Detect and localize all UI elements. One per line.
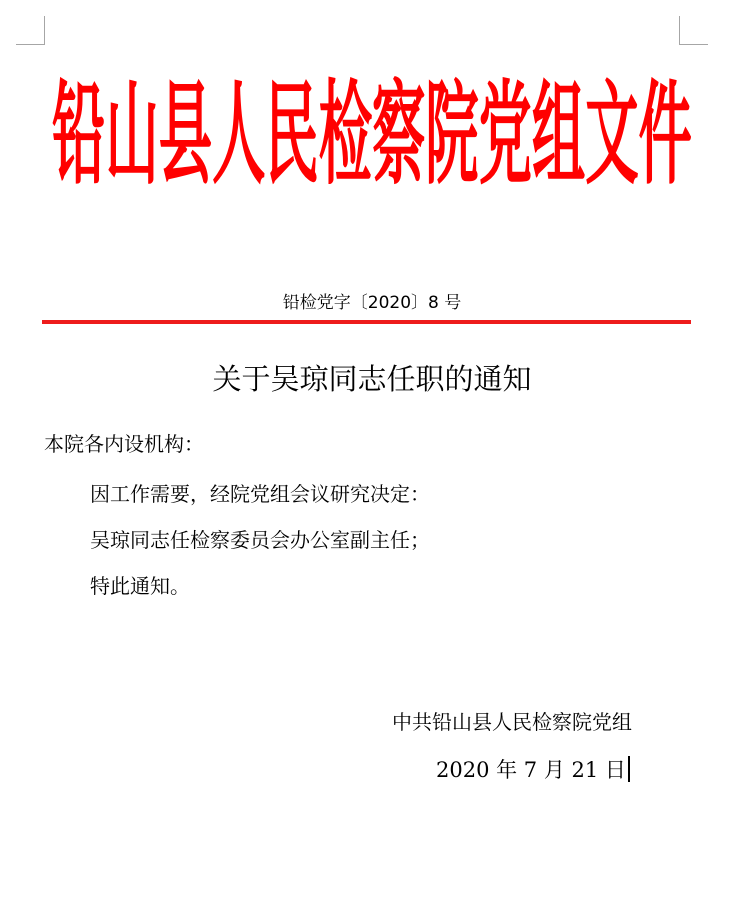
- notice-title: 关于吴琼同志任职的通知: [212, 362, 532, 396]
- body-paragraph: 吴琼同志任检察委员会办公室副主任；: [90, 528, 430, 552]
- issue-date: 2020 年 7 月 21 日: [436, 758, 626, 782]
- page-corner-mark-top-left: [16, 16, 45, 45]
- document-header: [0, 62, 744, 192]
- document-number: 铅检党字〔2020〕8 号: [282, 293, 462, 313]
- date-line[interactable]: [436, 754, 630, 784]
- addressee-line: 本院各内设机构：: [44, 432, 204, 456]
- body-paragraph: 特此通知。: [90, 574, 190, 598]
- header-title: 铅山县人民检察院党组文件: [52, 69, 692, 192]
- issuer-signature: 中共铅山县人民检察院党组: [392, 710, 632, 734]
- text-cursor: [628, 756, 630, 782]
- red-divider-line: [42, 320, 691, 324]
- body-paragraph: 因工作需要，经院党组会议研究决定：: [90, 482, 430, 506]
- page-corner-mark-top-right: [679, 16, 708, 45]
